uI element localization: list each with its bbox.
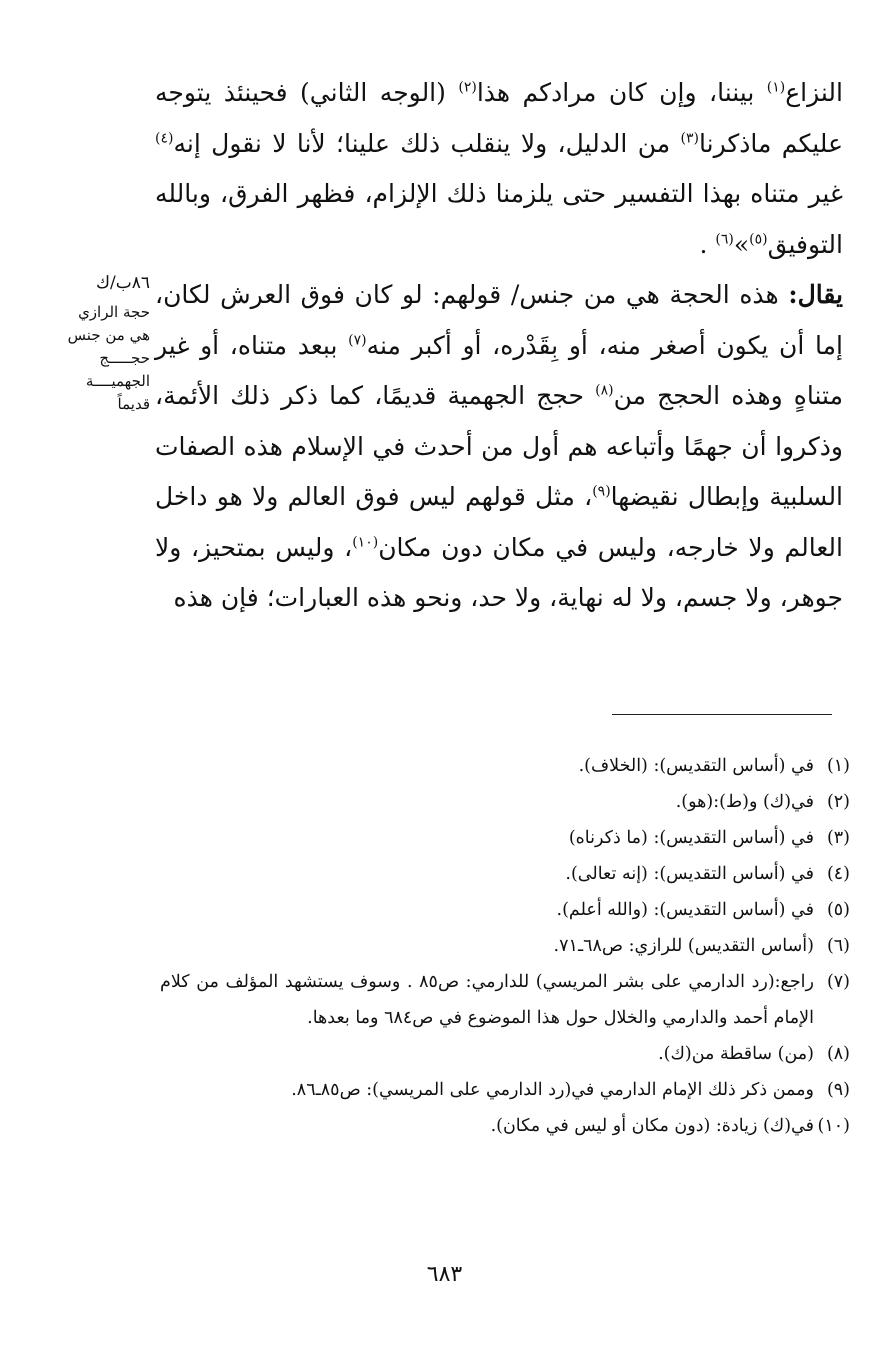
footnote-item: [160, 820, 850, 856]
paragraph-2: [155, 270, 843, 624]
footnote-text: في(ك) زيادة: (دون مكان أو ليس في مكان).: [490, 1116, 814, 1136]
footnote-text: وممن ذكر ذلك الإمام الدارمي في(رد الدارمي على المريسي): ص٨٥ـ٨٦.: [291, 1080, 814, 1100]
footnote-ref-5[interactable]: (٥): [749, 231, 768, 248]
footnote-number: (٥): [826, 900, 850, 920]
footnote-number: (٢): [826, 792, 850, 812]
text-run: ببعد متناه، أو غير متناهٍ وهذه الحجج من: [155, 330, 843, 410]
footnote-text: في (أساس التقديس): (إنه تعالى).: [565, 864, 814, 884]
footnote-number: (٤): [826, 864, 850, 884]
text-run: ، وليس بمتحيز، ولا جوهر، ولا جسم، ولا له نهاية، ولا حد، ونحو هذه العبارات؛ فإن هذه: [155, 532, 843, 612]
footnote-separator: [612, 714, 832, 715]
footnote-text: في (أساس التقديس): (ما ذكرناه): [568, 828, 814, 848]
main-text: [155, 68, 843, 624]
closing-quote: »: [733, 229, 750, 259]
footnote-item: [160, 1108, 850, 1144]
footnote-text: في(ك) و(ط):(هو).: [675, 792, 814, 812]
page-number: ٦٨٣: [426, 1262, 463, 1287]
footnote-ref-6[interactable]: (٦): [715, 231, 734, 248]
footnote-text: في (أساس التقديس): (الخلاف).: [578, 756, 814, 776]
footnote-ref-8[interactable]: (٨): [595, 382, 614, 399]
footnote-number: (٨): [826, 1044, 850, 1064]
margin-note: [38, 272, 150, 416]
text-run: بيننا، وإن كان مرادكم هذا: [476, 78, 767, 107]
footnote-ref-2[interactable]: (٢): [458, 79, 477, 96]
footnote-item: [160, 1036, 850, 1072]
footnote-text: (من) ساقطة من(ك).: [658, 1044, 814, 1064]
text-run: .: [699, 229, 716, 259]
margin-note-line: حجـــــج: [99, 349, 150, 367]
paragraph-1: [155, 68, 843, 270]
footnote-number: (١٠): [817, 1116, 850, 1136]
footnote-ref-10[interactable]: (١٠): [352, 534, 379, 551]
footnote-ref-7[interactable]: (٧): [348, 332, 367, 349]
footnote-ref-4[interactable]: (٤): [155, 130, 174, 147]
text-run: ، مثل قولهم ليس فوق العالم ولا هو داخل العالم ولا خارجه، وليس في مكان دون مكان: [155, 482, 843, 562]
text-run: حجج الجهمية قديمًا، كما ذكر ذلك الأئمة، وذكروا أن جهمًا وأتباعه هم أول من أحدث في الإسلام هذه الصفات السلبية وإبطال نقيضها: [155, 381, 844, 511]
margin-note-line: هي من جنس: [67, 326, 150, 344]
margin-note-line: الجهميــــة: [85, 372, 150, 390]
lead-word: يقال:: [788, 280, 843, 309]
footnote-ref-1[interactable]: (١): [766, 79, 786, 96]
footnote-item: [160, 1072, 850, 1108]
footnote-item: [160, 928, 850, 964]
footnote-number: (٦): [826, 936, 850, 956]
text-run: هذه الحجة هي من جنس/ قولهم: لو كان فوق العرش لكان، إما أن يكون أصغر منه، أو بِقَدْره، أو أكبر منه: [155, 280, 843, 360]
footnote-number: (٩): [826, 1080, 850, 1100]
footnote-number: (١): [826, 756, 850, 776]
footnote-ref-9[interactable]: (٩): [592, 483, 611, 500]
text-run: (الوجه الثاني) فحينئذ يتوجه عليكم ماذكرنا: [155, 78, 843, 158]
text-run: من الدليل، ولا ينقلب ذلك علينا؛ لأنا لا نقول إنه: [173, 128, 681, 158]
footnote-ref-3[interactable]: (٣): [680, 130, 700, 147]
footnote-text: (أساس التقديس) للرازي: ص٦٨ـ٧١.: [553, 936, 814, 956]
text-run: النزاع: [785, 78, 843, 107]
footnote-text: راجع:(رد الدارمي على بشر المريسي) للدارمي: ص٨٥ . وسوف يستشهد المؤلف من كلام الإمام أحمد والدارمي والخلال حول هذا الموضوع في ص٦٨٤ وما بعدها.: [160, 972, 814, 1028]
manuscript-folio: ٨٦ب/ك: [95, 273, 150, 293]
margin-note-line: حجة الرازي: [78, 303, 150, 321]
footnote-item: [160, 748, 850, 784]
footnotes: [160, 748, 850, 1144]
footnote-number: (٣): [826, 828, 850, 848]
footnote-item: [160, 784, 850, 820]
text-run: غير متناه بهذا التفسير حتى يلزمنا ذلك الإلزام، فظهر الفرق، وبالله التوفيق: [155, 179, 843, 259]
footnote-number: (٧): [826, 972, 850, 992]
footnote-item: [160, 856, 850, 892]
margin-note-line: قديماً: [117, 395, 150, 413]
footnote-item: [160, 892, 850, 928]
footnote-item: [160, 964, 850, 1036]
footnote-text: في (أساس التقديس): (والله أعلم).: [556, 900, 814, 920]
